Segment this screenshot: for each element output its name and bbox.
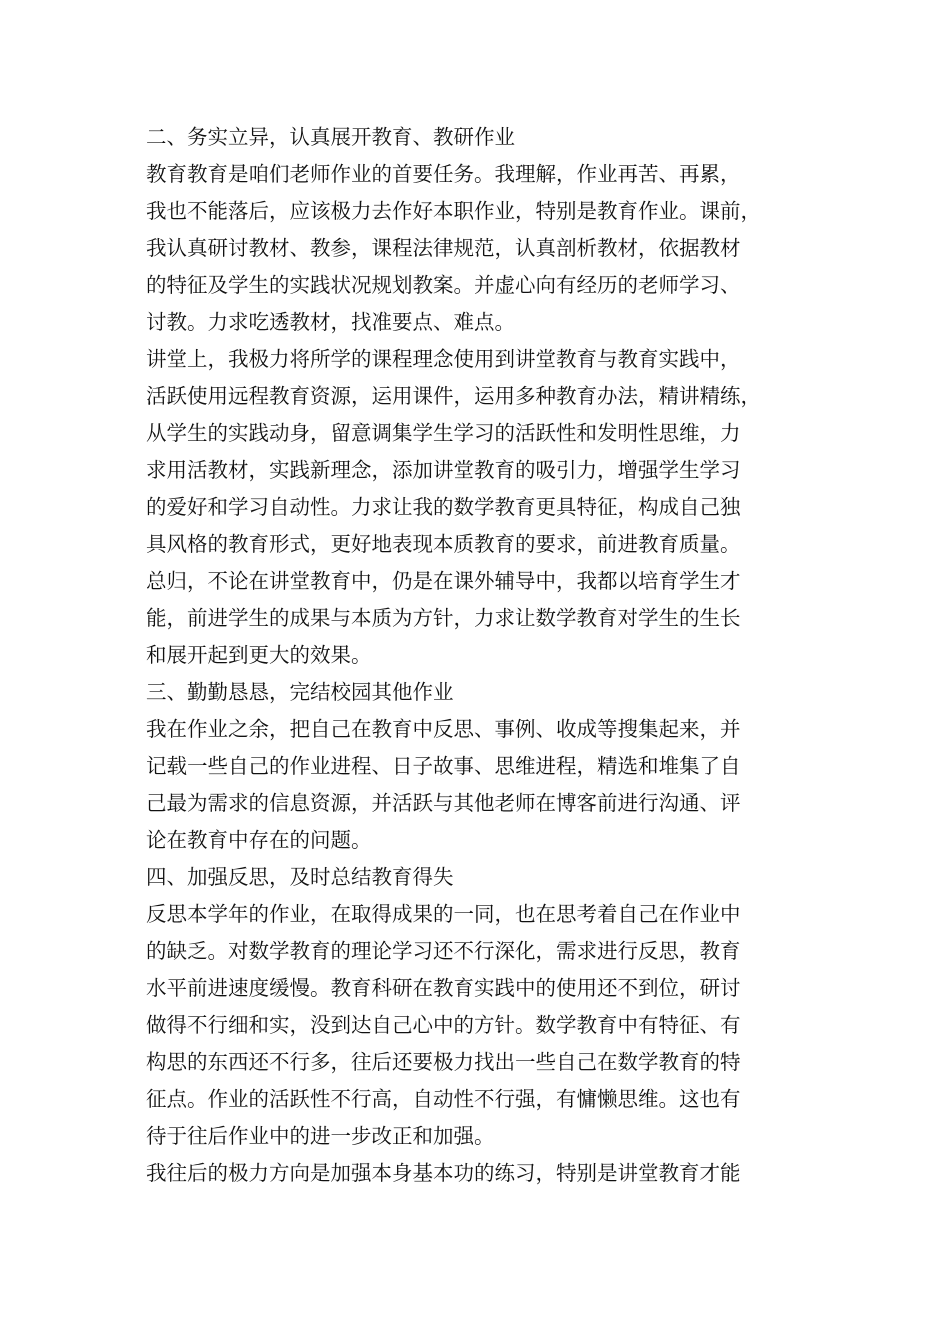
paragraph-line: 求用活教材，实践新理念，添加讲堂教育的吸引力，增强学生学习 [146, 458, 741, 482]
paragraph-line: 我认真研讨教材、教参，课程法律规范，认真剖析教材，依据教材 [146, 236, 741, 260]
paragraph-line: 讲堂上，我极力将所学的课程理念使用到讲堂教育与教育实践中， [146, 347, 741, 371]
paragraph-line: 做得不行细和实，没到达自己心中的方针。数学教育中有特征、有 [146, 1013, 741, 1037]
paragraph-line: 的特征及学生的实践状况规划教案。并虚心向有经历的老师学习、 [146, 273, 741, 297]
paragraph-line: 我往后的极力方向是加强本身基本功的练习，特别是讲堂教育才能 [146, 1161, 741, 1185]
section-heading-3: 三、勤勤恳恳，完结校园其他作业 [146, 680, 454, 704]
paragraph-line: 具风格的教育形式，更好地表现本质教育的要求，前进教育质量。 [146, 532, 741, 556]
paragraph-line: 构思的东西还不行多，往后还要极力找出一些自己在数学教育的特 [146, 1050, 741, 1074]
paragraph-line: 讨教。力求吃透教材，找准要点、难点。 [146, 310, 515, 334]
paragraph-line: 我在作业之余，把自己在教育中反思、事例、收成等搜集起来，并 [146, 717, 741, 741]
paragraph-line: 活跃使用远程教育资源，运用课件，运用多种教育办法，精讲精练， [146, 384, 761, 408]
paragraph-line: 的爱好和学习自动性。力求让我的数学教育更具特征，构成自己独 [146, 495, 741, 519]
paragraph-line: 的缺乏。对数学教育的理论学习还不行深化，需求进行反思，教育 [146, 939, 741, 963]
paragraph-line: 记载一些自己的作业进程、日子故事、思维进程，精选和堆集了自 [146, 754, 741, 778]
paragraph-line: 总归，不论在讲堂教育中，仍是在课外辅导中，我都以培育学生才 [146, 569, 741, 593]
paragraph-line: 征点。作业的活跃性不行高，自动性不行强，有慵懒思维。这也有 [146, 1087, 741, 1111]
paragraph-line: 水平前进速度缓慢。教育科研在教育实践中的使用还不到位，研讨 [146, 976, 741, 1000]
paragraph-line: 论在教育中存在的问题。 [146, 828, 372, 852]
paragraph-line: 从学生的实践动身，留意调集学生学习的活跃性和发明性思维，力 [146, 421, 741, 445]
paragraph-line: 我也不能落后，应该极力去作好本职作业，特别是教育作业。课前， [146, 199, 761, 223]
document-body [146, 119, 826, 1192]
paragraph-line: 反思本学年的作业，在取得成果的一同，也在思考着自己在作业中 [146, 902, 741, 926]
paragraph-line: 能，前进学生的成果与本质为方针，力求让数学教育对学生的生长 [146, 606, 741, 630]
paragraph-line: 己最为需求的信息资源，并活跃与其他老师在博客前进行沟通、评 [146, 791, 741, 815]
section-heading-2: 二、务实立异，认真展开教育、教研作业 [146, 125, 515, 149]
paragraph-line: 教育教育是咱们老师作业的首要任务。我理解，作业再苦、再累， [146, 162, 741, 186]
paragraph-line: 待于往后作业中的进一步改正和加强。 [146, 1124, 495, 1148]
section-heading-4: 四、加强反思，及时总结教育得失 [146, 865, 454, 889]
paragraph-line: 和展开起到更大的效果。 [146, 643, 372, 667]
